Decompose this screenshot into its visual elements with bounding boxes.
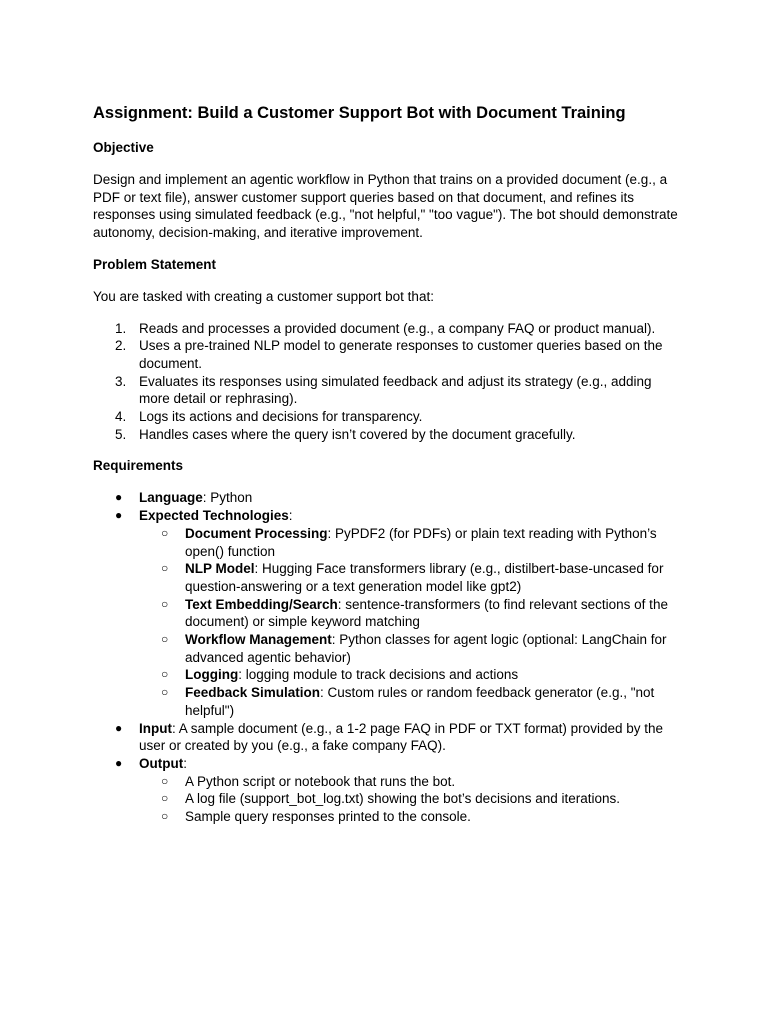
item-text: : Python bbox=[202, 490, 253, 506]
item-label: Input bbox=[139, 720, 172, 736]
sub-bullet-icon: ○ bbox=[161, 561, 169, 576]
problem-intro: You are tasked with creating a customer support bot that: bbox=[93, 288, 434, 304]
list-item bbox=[139, 666, 683, 684]
objective-heading: Objective bbox=[93, 140, 154, 155]
document-title: Assignment: Build a Customer Support Bot with Document Training bbox=[93, 104, 626, 122]
item-label: Text Embedding/Search bbox=[185, 596, 338, 612]
output-list bbox=[139, 773, 683, 826]
step-text: Reads and processes a provided document (e.g., a company FAQ or product manual). bbox=[139, 320, 656, 336]
list-item bbox=[93, 507, 683, 719]
list-item bbox=[139, 560, 683, 595]
document-body bbox=[93, 102, 683, 826]
list-item bbox=[139, 525, 683, 560]
problem-statement-heading: Problem Statement bbox=[93, 256, 217, 272]
item-text: : bbox=[183, 755, 187, 771]
step-number: 1. bbox=[115, 320, 127, 336]
item-text: : Custom rules or random feedback generator (e.g., "not helpful") bbox=[185, 685, 655, 718]
item-text: A log file (support_bot_log.txt) showing the bot’s decisions and iterations. bbox=[185, 791, 621, 807]
list-item bbox=[139, 773, 683, 791]
list-item bbox=[93, 755, 683, 826]
problem-steps-list bbox=[93, 320, 683, 444]
step-number: 3. bbox=[115, 373, 127, 389]
list-item bbox=[93, 426, 683, 444]
item-text: Sample query responses printed to the console. bbox=[185, 809, 471, 825]
list-item bbox=[139, 808, 683, 826]
step-number: 2. bbox=[115, 338, 127, 354]
item-text: A Python script or notebook that runs the bot. bbox=[185, 773, 456, 789]
item-text: : logging module to track decisions and actions bbox=[238, 667, 519, 683]
list-item bbox=[93, 489, 683, 507]
list-item bbox=[93, 720, 683, 755]
bullet-icon: ● bbox=[115, 490, 123, 505]
item-text: : Python classes for agent logic (optional: LangChain for advanced agentic behavior) bbox=[185, 632, 667, 665]
item-label: NLP Model bbox=[185, 561, 255, 577]
list-item bbox=[93, 337, 683, 372]
sub-bullet-icon: ○ bbox=[161, 685, 169, 700]
requirements-heading: Requirements bbox=[93, 458, 184, 474]
bullet-icon: ● bbox=[115, 755, 123, 770]
step-number: 4. bbox=[115, 409, 127, 425]
item-text: : sentence-transformers (to find relevant sections of the document) or simple keyword matching bbox=[185, 596, 668, 630]
item-text: : PyPDF2 (for PDFs) or plain text reading with Python’s open() function bbox=[185, 525, 657, 559]
item-label: Expected Technologies bbox=[139, 508, 289, 524]
list-item bbox=[93, 320, 683, 338]
item-text: : Hugging Face transformers library (e.g., distilbert-base-uncased for question-answering or a text generation model like gpt2) bbox=[185, 561, 664, 594]
item-text: : A sample document (e.g., a 1-2 page FAQ in PDF or TXT format) provided by the user or created by you (e.g., a fake company FAQ). bbox=[139, 720, 663, 754]
step-text: Logs its actions and decisions for transparency. bbox=[139, 409, 423, 425]
item-label: Feedback Simulation bbox=[185, 685, 321, 701]
sub-bullet-icon: ○ bbox=[161, 667, 169, 682]
step-number: 5. bbox=[115, 426, 127, 442]
item-label: Workflow Management bbox=[185, 632, 332, 648]
sub-bullet-icon: ○ bbox=[161, 596, 169, 611]
bullet-icon: ● bbox=[115, 720, 123, 735]
bullet-icon: ● bbox=[115, 508, 123, 523]
list-item bbox=[139, 631, 683, 666]
step-text: Evaluates its responses using simulated feedback and adjust its strategy (e.g., adding more detail or rephrasing). bbox=[139, 373, 652, 407]
requirements-list bbox=[93, 489, 683, 825]
item-label: Logging bbox=[185, 667, 239, 683]
sub-bullet-icon: ○ bbox=[161, 809, 169, 824]
list-item bbox=[139, 684, 683, 719]
list-item bbox=[139, 596, 683, 631]
technologies-list bbox=[139, 525, 683, 720]
item-label: Document Processing bbox=[185, 525, 328, 541]
item-text: : bbox=[288, 508, 293, 524]
list-item bbox=[93, 408, 683, 426]
sub-bullet-icon: ○ bbox=[161, 791, 169, 806]
step-text: Uses a pre-trained NLP model to generate responses to customer queries based on the document. bbox=[139, 338, 663, 371]
step-text: Handles cases where the query isn’t covered by the document gracefully. bbox=[139, 426, 576, 442]
item-label: Output bbox=[139, 755, 184, 771]
list-item bbox=[139, 790, 683, 808]
sub-bullet-icon: ○ bbox=[161, 632, 169, 647]
sub-bullet-icon: ○ bbox=[161, 773, 169, 788]
objective-text: Design and implement an agentic workflow in Python that trains on a provided document (e.g., a PDF or text file), answer customer support queries based on that document, and refines its responses using simulated feedback (e.g., "not helpful," "too vague"). The bot should demonstrate autonomy, decision-making, and iterative improvement. bbox=[93, 172, 678, 241]
list-item bbox=[93, 373, 683, 408]
item-label: Language bbox=[139, 490, 203, 506]
sub-bullet-icon: ○ bbox=[161, 525, 169, 540]
